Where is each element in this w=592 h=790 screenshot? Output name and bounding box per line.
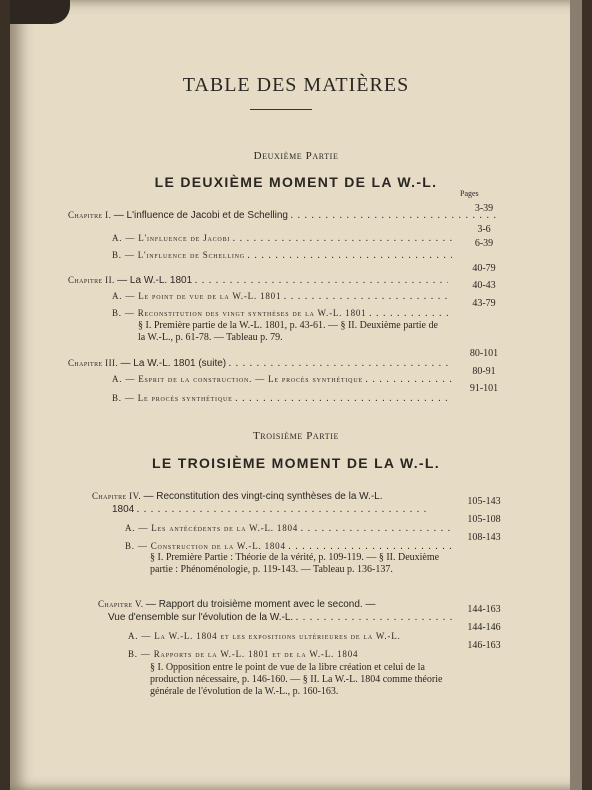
toc-section-5a-pages: 144-146 — [467, 622, 501, 633]
part-title-3: LE TROISIÈME MOMENT DE LA W.-L. — [152, 455, 440, 471]
part-label-3: Troisième Partie — [252, 430, 340, 442]
toc-note-5: § I. Opposition entre le point de vue de la libre création et celui de la production nécessaire, p. 146-160. — § II. La W.-L. 1804 comme théorie générale de l'évolution de la W.-L., p. 160-163. — [150, 662, 443, 697]
book-edge — [570, 0, 582, 790]
toc-chapter-4: Chapitre IV. — Reconstitution des vingt-cinq synthèses de la W.-L. — [92, 491, 383, 502]
toc-section-5b-pages: 146-163 — [467, 640, 501, 651]
part-label-2: Deuxième Partie — [253, 150, 339, 162]
title-rule — [250, 109, 312, 110]
toc-section-4b-pages: 108-143 — [467, 532, 501, 543]
toc-section-3a: A. — Esprit de la construction. — Le procès synthétique . . . — [112, 373, 452, 386]
toc-chapter-1: Chapitre I. — L'influence de Jacobi et de Schelling . . . — [68, 209, 498, 222]
toc-section-2a-pages: 40-43 — [472, 280, 496, 291]
toc-section-2b: B. — Reconstitution des vingt synthèses de la W.-L. 1801 . . . — [112, 307, 452, 320]
toc-note-4: § I. Première Partie : Théorie de la vérité, p. 109-119. — § II. Deuxième partie : Phénoménologie, p. 119-143. — Tableau p. 136-137. — [150, 552, 440, 575]
toc-section-4b: B. — Construction de la W.-L. 1804 . . . — [125, 540, 452, 553]
toc-section-4a-pages: 105-108 — [467, 514, 501, 525]
toc-chapter-5: Chapitre V. — Rapport du troisième moment avec le second. — — [98, 599, 376, 610]
part-title-2: LE DEUXIÈME MOMENT DE LA W.-L. — [154, 174, 438, 190]
toc-section-3b-pages: 91-101 — [469, 383, 499, 394]
toc-section-2b-pages: 43-79 — [472, 298, 496, 309]
toc-chapter-4-line2: 1804 . . . — [112, 504, 452, 516]
toc-section-1b-pages: 6-39 — [474, 238, 494, 249]
toc-chapter-4-pages: 105-143 — [467, 496, 501, 507]
toc-section-4a: A. — Les antécédents de la W.-L. 1804 . . . — [125, 522, 452, 535]
pages-column-header: Pages — [460, 189, 479, 198]
toc-section-3a-pages: 80-91 — [472, 366, 496, 377]
toc-section-5a: A. — La W.-L. 1804 et les expositions ultérieures de la W.-L. — [128, 631, 401, 641]
toc-section-1b: B. — L'influence de Schelling . . . — [112, 249, 452, 262]
toc-section-2a: A. — Le point de vue de la W.-L. 1801 . . . — [112, 290, 452, 303]
toc-note-2: § I. Première partie de la W.-L. 1801, p. 43-61. — § II. Deuxième partie de la W.-L., p. 61-78. — Tableau p. 79. — [138, 320, 438, 343]
toc-chapter-5-pages: 144-163 — [467, 604, 501, 615]
toc-chapter-3: Chapitre III. — La W.-L. 1801 (suite) . . . — [68, 357, 448, 370]
page-title: TABLE DES MATIÈRES — [182, 74, 410, 96]
toc-chapter-2: Chapitre II. — La W.-L. 1801 . . . — [68, 274, 448, 287]
toc-section-1a-pages: 3-6 — [477, 224, 491, 235]
page-corner-shadow — [10, 0, 70, 24]
toc-section-5b: B. — Rapports de la W.-L. 1801 et de la W.-L. 1804 — [128, 649, 359, 659]
toc-chapter-5-line2: Vue d'ensemble sur l'évolution de la W.-L. . . . — [108, 612, 452, 624]
book-page — [10, 0, 582, 790]
toc-section-1a: A. — L'influence de Jacobi . . . — [112, 232, 452, 245]
toc-section-3b: B. — Le procès synthétique . . . — [112, 392, 452, 405]
toc-chapter-1-pages: 3-39 — [474, 203, 494, 214]
toc-chapter-3-pages: 80-101 — [469, 348, 499, 359]
toc-chapter-2-pages: 40-79 — [472, 263, 496, 274]
